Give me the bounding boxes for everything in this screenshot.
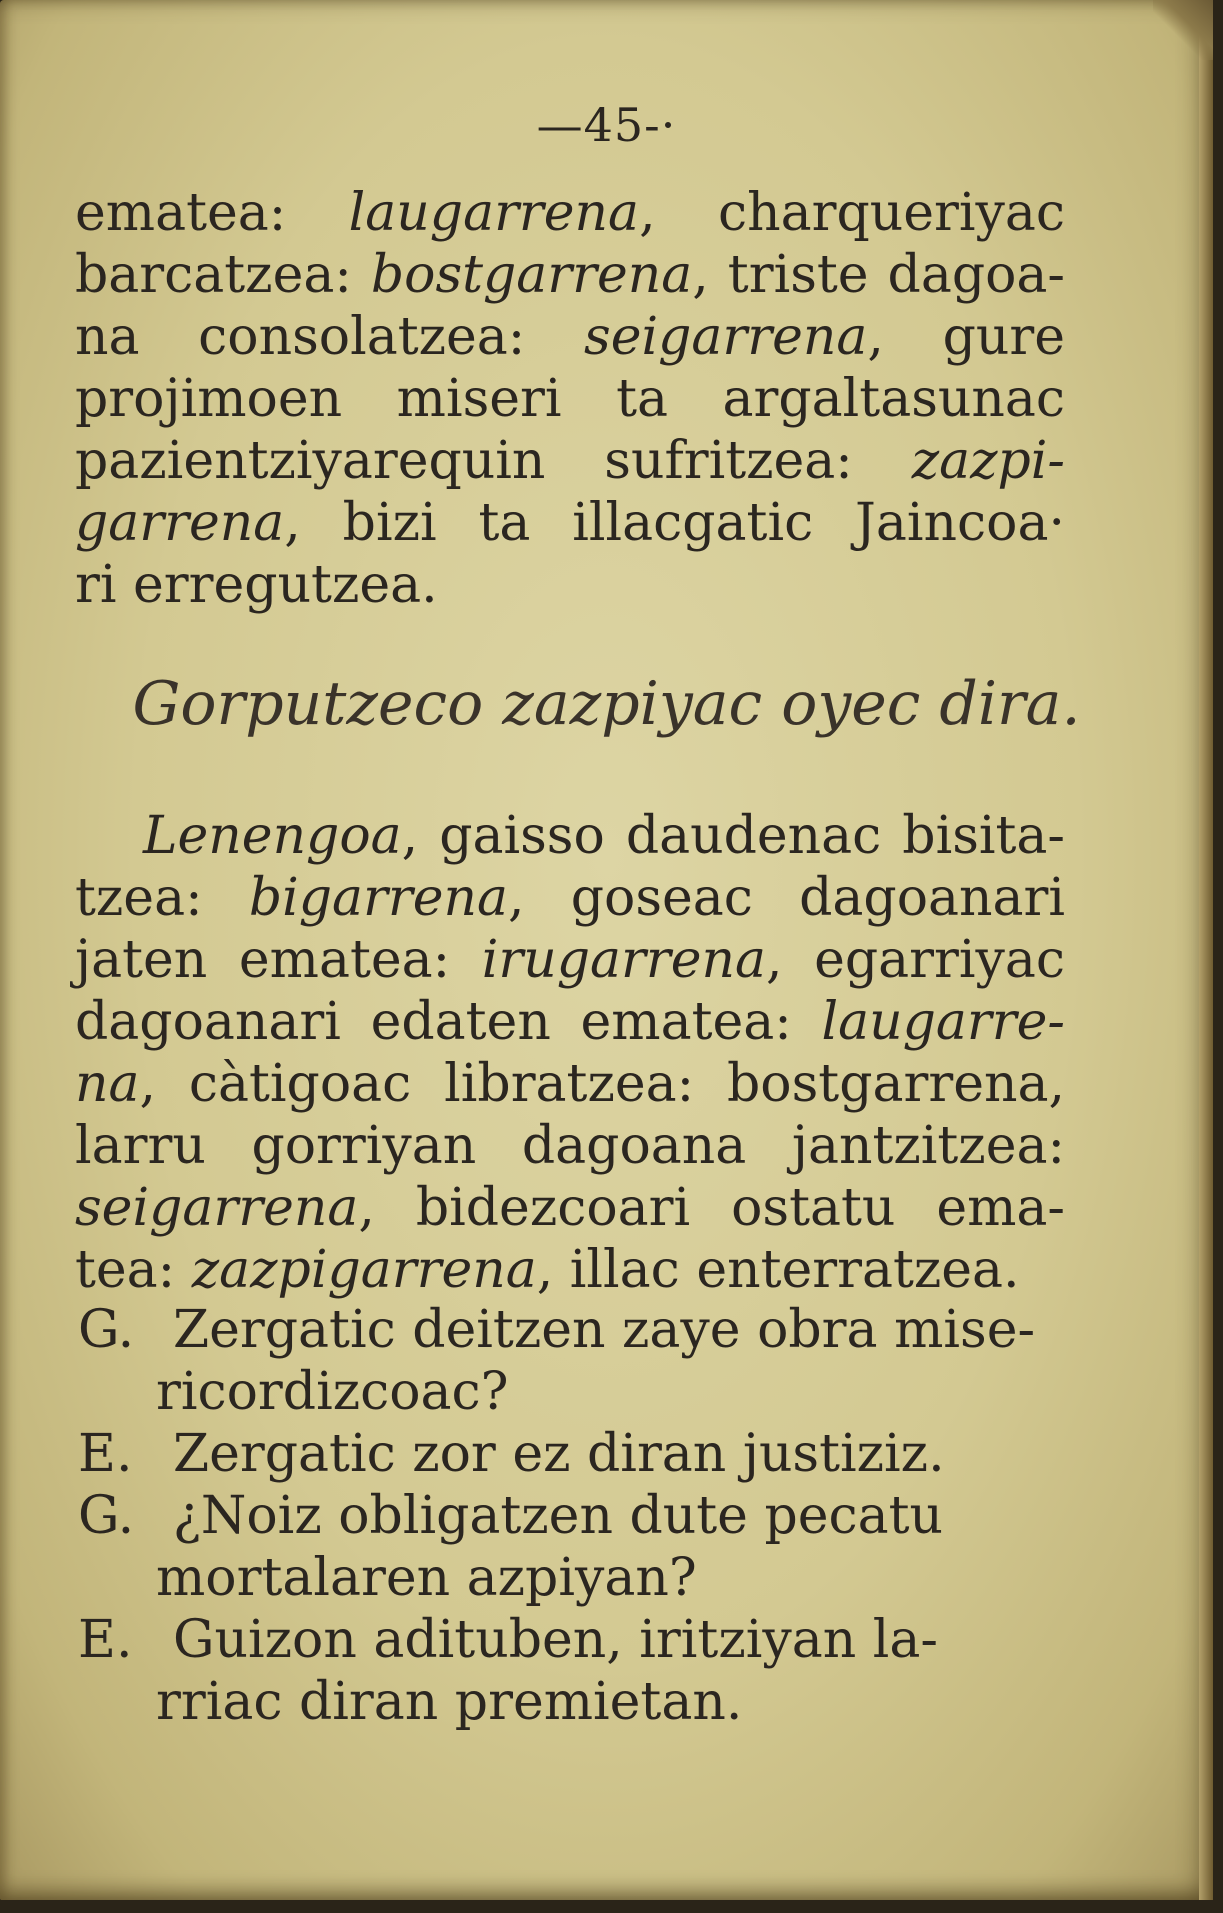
page-corner-fold: [1153, 0, 1213, 60]
section-heading: Gorputzeco zazpiyac oyec dira.: [132, 669, 1081, 739]
qa-item: [78, 1299, 1068, 1361]
text-run: barcatzea:: [75, 245, 371, 305]
text-line: [75, 182, 1065, 244]
italic-term: zazpi-: [911, 431, 1065, 491]
italic-term: seigarrena: [584, 307, 868, 367]
qa-item: [78, 1423, 1068, 1485]
text-run: , gaisso daudenac bisita-: [401, 806, 1065, 866]
text-run: dagoanari edaten ematea:: [75, 992, 822, 1052]
text-line: [75, 1115, 1065, 1177]
text-run: , illac enterratzea.: [536, 1240, 1020, 1300]
text-line: [75, 991, 1065, 1053]
text-line: [75, 554, 1065, 616]
italic-term: seigarrena: [75, 1178, 359, 1238]
text-run: , bizi ta illacgatic Jaincoa·: [284, 493, 1065, 553]
text-run: larru gorriyan dagoana jantzitzea:: [75, 1116, 1065, 1176]
text-line: [75, 492, 1065, 554]
text-run: , charqueriyac: [639, 183, 1065, 243]
text-line: [75, 430, 1065, 492]
qa-text: Zergatic deitzen zaye obra mise-: [173, 1300, 1036, 1360]
text-run: , càtigoac libratzea: bostgarrena,: [139, 1054, 1065, 1114]
qa-text-continued: ricordizcoac?: [156, 1362, 509, 1422]
text-run: , bidezcoari ostatu ema-: [358, 1178, 1065, 1238]
answer-label: E.: [78, 1610, 133, 1670]
italic-term: irugarrena: [481, 930, 766, 990]
page-number: —45-·: [536, 98, 677, 152]
italic-term: bigarrena: [248, 868, 508, 928]
text-line: [143, 805, 1065, 867]
text-line: [75, 306, 1065, 368]
qa-text-continued: mortalaren azpiyan?: [156, 1548, 697, 1608]
italic-term: laugarrena: [348, 183, 640, 243]
text-run: ri erregutzea.: [75, 555, 438, 615]
qa-item: [78, 1485, 1068, 1547]
qa-item: [78, 1609, 1068, 1671]
italic-term: zazpigarrena: [191, 1240, 537, 1300]
text-line: [75, 929, 1065, 991]
italic-term: garrena: [75, 493, 285, 553]
text-line: [75, 1239, 1065, 1301]
text-run: , egarriyac: [765, 930, 1066, 990]
text-run: tzea:: [75, 868, 249, 928]
page-edge: [1199, 0, 1213, 1900]
italic-term: na: [75, 1054, 140, 1114]
text-run: tea:: [75, 1240, 192, 1300]
qa-text: ¿Noiz obligatzen dute pecatu: [173, 1486, 944, 1546]
text-run: na consolatzea:: [75, 307, 585, 367]
text-line: [75, 368, 1065, 430]
text-run: , goseac dagoanari: [508, 868, 1065, 928]
italic-term: bostgarrena: [370, 245, 693, 305]
text-run: , gure: [867, 307, 1066, 367]
text-run: ematea:: [75, 183, 349, 243]
text-run: jaten ematea:: [75, 930, 482, 990]
question-label: G.: [78, 1300, 135, 1360]
text-line: [75, 867, 1065, 929]
text-line: [75, 244, 1065, 306]
text-run: projimoen miseri ta argaltasunac: [75, 369, 1065, 429]
answer-label: E.: [78, 1424, 133, 1484]
qa-text-continued: rriac diran premietan.: [156, 1672, 743, 1732]
text-line: [75, 1177, 1065, 1239]
text-run: , triste dagoa-: [692, 245, 1065, 305]
qa-text: Guizon adituben, iritziyan la-: [173, 1610, 938, 1670]
text-line: [75, 1053, 1065, 1115]
italic-term: laugarre-: [821, 992, 1065, 1052]
italic-term: Lenengoa: [143, 806, 402, 866]
question-label: G.: [78, 1486, 135, 1546]
text-run: pazientziyarequin sufritzea:: [75, 431, 912, 491]
qa-text: Zergatic zor ez diran justiziz.: [173, 1424, 945, 1484]
